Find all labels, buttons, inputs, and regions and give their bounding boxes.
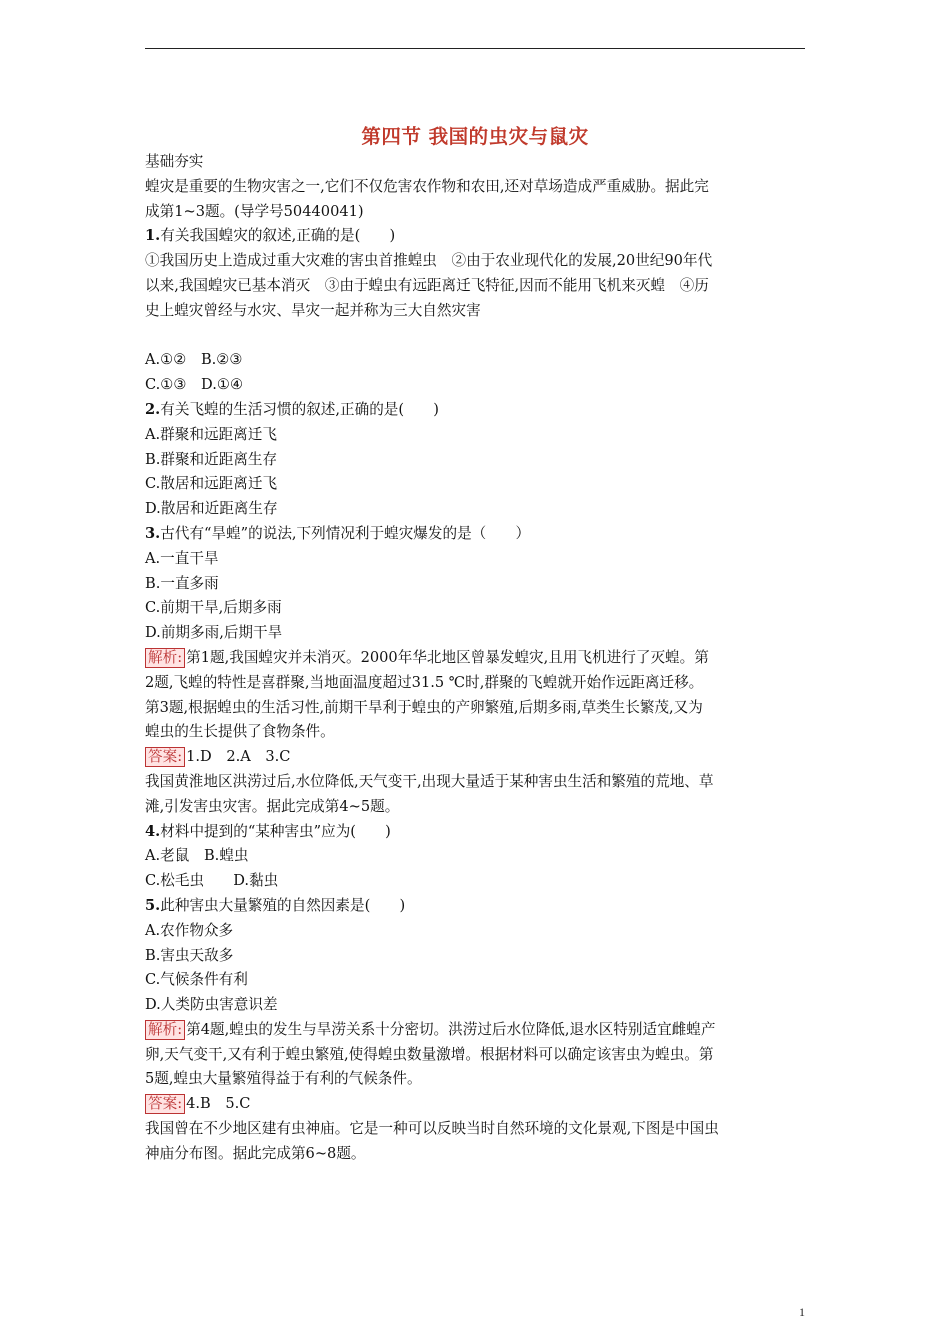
question-4-options-line2: C.松毛虫 D.黏虫 <box>145 872 279 890</box>
question-2-option-d: D.散居和近距离生存 <box>145 500 278 518</box>
question-2-option-a: A.群聚和远距离迁飞 <box>145 425 277 443</box>
analysis-2-line2: 卵,天气变干,又有利于蝗虫繁殖,使得蝗虫数量激增。根据材料可以确定该害虫为蝗虫。第 <box>145 1045 714 1063</box>
question-4 <box>145 820 807 845</box>
question-3-stem: 古代有“旱蝗”的说法,下列情况利于蝗灾爆发的是（ ） <box>160 524 531 542</box>
group1-intro-line1: 蝗灾是重要的生物灾害之一,它们不仅危害农作物和农田,还对草场造成严重威胁。据此完 <box>145 177 709 195</box>
question-5-option-b: B.害虫天敌多 <box>145 946 234 964</box>
group3-intro-line1: 我国曾在不少地区建有虫神庙。它是一种可以反映当时自然环境的文化景观,下图是中国虫 <box>145 1120 719 1138</box>
analysis-1-line1 <box>145 646 807 671</box>
question-4-options-line1: A.老鼠 B.蝗虫 <box>145 847 249 865</box>
question-5-number: 5. <box>145 896 161 914</box>
question-3-number: 3. <box>145 524 161 542</box>
question-1-options-line1: A.①② B.②③ <box>145 351 243 369</box>
analysis-label: 解析: <box>145 1020 185 1040</box>
spacer <box>145 324 807 349</box>
header-rule <box>145 48 805 49</box>
answer-label: 答案: <box>145 747 185 767</box>
question-1-number: 1. <box>145 227 161 245</box>
question-2-number: 2. <box>145 400 161 418</box>
answer-label: 答案: <box>145 1094 185 1114</box>
analysis-2-line3: 5题,蝗虫大量繁殖得益于有利的气候条件。 <box>145 1070 422 1088</box>
answer-1 <box>145 745 807 770</box>
question-1-stem: 有关我国蝗灾的叙述,正确的是( ) <box>160 227 396 245</box>
group2-intro-line2: 滩,引发害虫灾害。据此完成第4~5题。 <box>145 797 400 815</box>
question-5-stem: 此种害虫大量繁殖的自然因素是( ) <box>160 896 406 914</box>
group2-intro-line1: 我国黄淮地区洪涝过后,水位降低,天气变干,出现大量适于某种害虫生活和繁殖的荒地、草 <box>145 772 714 790</box>
question-5 <box>145 894 807 919</box>
answer-2-text: 4.B 5.C <box>186 1095 251 1113</box>
analysis-1-line4: 蝗虫的生长提供了食物条件。 <box>145 723 335 741</box>
question-5-option-c: C.气候条件有利 <box>145 971 248 989</box>
question-5-option-a: A.农作物众多 <box>145 921 234 939</box>
question-5-option-d: D.人类防虫害意识差 <box>145 996 278 1014</box>
group1-intro-line2: 成第1~3题。(导学号50440041) <box>145 202 364 220</box>
analysis-1-text: 第1题,我国蝗灾并未消灭。2000年华北地区曾暴发蝗灾,且用飞机进行了灭蝗。第 <box>186 648 709 666</box>
section-label: 基础夯实 <box>145 153 204 170</box>
analysis-2-text: 第4题,蝗虫的发生与旱涝关系十分密切。洪涝过后水位降低,退水区特别适宜雌蝗产 <box>186 1020 716 1038</box>
question-2-stem: 有关飞蝗的生活习惯的叙述,正确的是( ) <box>160 400 439 418</box>
question-1-options-line2: C.①③ D.①④ <box>145 376 244 394</box>
page-number: 1 <box>799 1305 805 1319</box>
page-title: 第四节 我国的虫灾与鼠灾 <box>361 125 589 148</box>
question-1 <box>145 224 807 249</box>
question-3-option-a: A.一直干旱 <box>145 549 219 567</box>
question-2 <box>145 398 807 423</box>
question-3-option-b: B.一直多雨 <box>145 574 219 592</box>
answer-1-text: 1.D 2.A 3.C <box>186 748 291 766</box>
question-3 <box>145 522 807 547</box>
question-2-option-b: B.群聚和近距离生存 <box>145 450 278 468</box>
answer-2 <box>145 1092 807 1117</box>
question-3-option-c: C.前期干旱,后期多雨 <box>145 599 282 617</box>
question-4-stem: 材料中提到的“某种害虫”应为( ) <box>160 822 391 840</box>
group3-intro-line2: 神庙分布图。据此完成第6~8题。 <box>145 1144 366 1162</box>
analysis-label: 解析: <box>145 648 185 668</box>
question-2-option-c: C.散居和远距离迁飞 <box>145 475 278 493</box>
analysis-1-line2: 2题,飞蝗的特性是喜群聚,当地面温度超过31.5 ℃时,群聚的飞蝗就开始作远距离迁移。 <box>145 673 704 691</box>
analysis-1-line3: 第3题,根据蝗虫的生活习性,前期干旱利于蝗虫的产卵繁殖,后期多雨,草类生长繁茂,又为 <box>145 698 703 716</box>
question-1-statements-line1: ①我国历史上造成过重大灾难的害虫首推蝗虫 ②由于农业现代化的发展,20世纪90年代 <box>145 252 713 270</box>
analysis-2-line1 <box>145 1018 807 1043</box>
question-3-option-d: D.前期多雨,后期干旱 <box>145 624 283 642</box>
document-body <box>145 150 807 1167</box>
question-4-number: 4. <box>145 822 161 840</box>
question-1-statements-line3: 史上蝗灾曾经与水灾、旱灾一起并称为三大自然灾害 <box>145 301 481 319</box>
question-1-statements-line2: 以来,我国蝗灾已基本消灭 ③由于蝗虫有远距离迁飞特征,因而不能用飞机来灭蝗 ④历 <box>145 276 709 294</box>
